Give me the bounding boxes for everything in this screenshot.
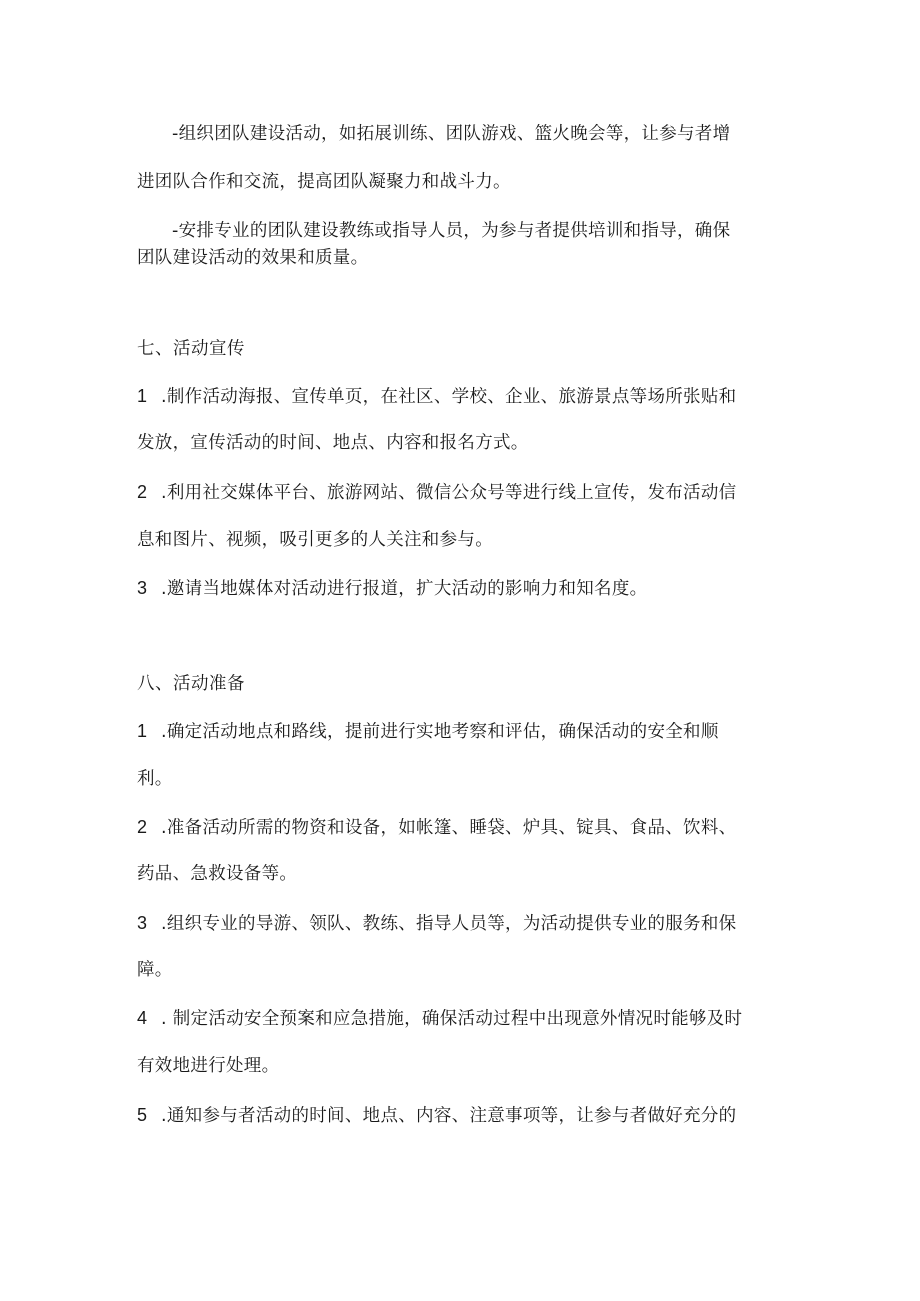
list-item	[137, 911, 777, 936]
list-item-text: .准备活动所需的物资和设备，如帐篷、睡袋、炉具、锭具、食品、饮料、	[161, 818, 737, 838]
list-item	[137, 576, 777, 601]
list-item-number: 3	[137, 578, 148, 598]
list-item-number: 4	[137, 1008, 148, 1028]
team-building-paragraph-2-line-1: -安排专业的团队建设教练或指导人员，为参与者提供培训和指导，确保	[172, 221, 731, 241]
list-item-number: 5	[137, 1105, 148, 1125]
section-seven-heading: 七、活动宣传	[137, 339, 245, 359]
list-item-text: .组织专业的导游、领队、教练、指导人员等，为活动提供专业的服务和保	[161, 914, 737, 934]
list-item-text: . 制定活动安全预案和应急措施，确保活动过程中出现意外情况时能够及时	[161, 1009, 743, 1029]
list-item-text: .确定活动地点和路线，提前进行实地考察和评估，确保活动的安全和顺	[161, 722, 719, 742]
list-item-number: 1	[137, 386, 148, 406]
list-item-text: .利用社交媒体平台、旅游网站、微信公众号等进行线上宣传，发布活动信	[161, 483, 737, 503]
list-item-number: 1	[137, 721, 148, 741]
list-item-continuation: 利。	[137, 769, 173, 789]
list-item-continuation: 息和图片、视频，吸引更多的人关注和参与。	[137, 530, 493, 550]
list-item-continuation: 障。	[137, 960, 173, 980]
list-item-number: 2	[137, 482, 148, 502]
team-building-paragraph-1-line-1: -组织团队建设活动，如拓展训练、团队游戏、篮火晚会等，让参与者增	[172, 124, 731, 144]
list-item	[137, 815, 777, 840]
section-eight-heading: 八、活动准备	[137, 674, 245, 694]
list-item	[137, 1103, 777, 1128]
list-item-continuation: 有效地进行处理。	[137, 1056, 280, 1076]
list-item	[137, 719, 777, 744]
list-item-number: 2	[137, 817, 148, 837]
list-item-text: .通知参与者活动的时间、地点、内容、注意事项等，让参与者做好充分的	[161, 1106, 737, 1126]
team-building-paragraph-1-line-2: 进团队合作和交流，提高团队凝聚力和战斗力。	[137, 172, 511, 192]
list-item-text: .制作活动海报、宣传单页，在社区、学校、企业、旅游景点等场所张贴和	[161, 387, 737, 407]
list-item-continuation: 发放，宣传活动的时间、地点、内容和报名方式。	[137, 433, 529, 453]
list-item	[137, 480, 777, 505]
list-item	[137, 384, 777, 409]
list-item-continuation: 药品、急救设备等。	[137, 864, 298, 884]
list-item-text: .邀请当地媒体对活动进行报道，扩大活动的影响力和知名度。	[161, 579, 648, 599]
team-building-paragraph-2-line-2: 团队建设活动的效果和质量。	[137, 248, 369, 268]
list-item	[137, 1006, 777, 1031]
list-item-number: 3	[137, 913, 148, 933]
